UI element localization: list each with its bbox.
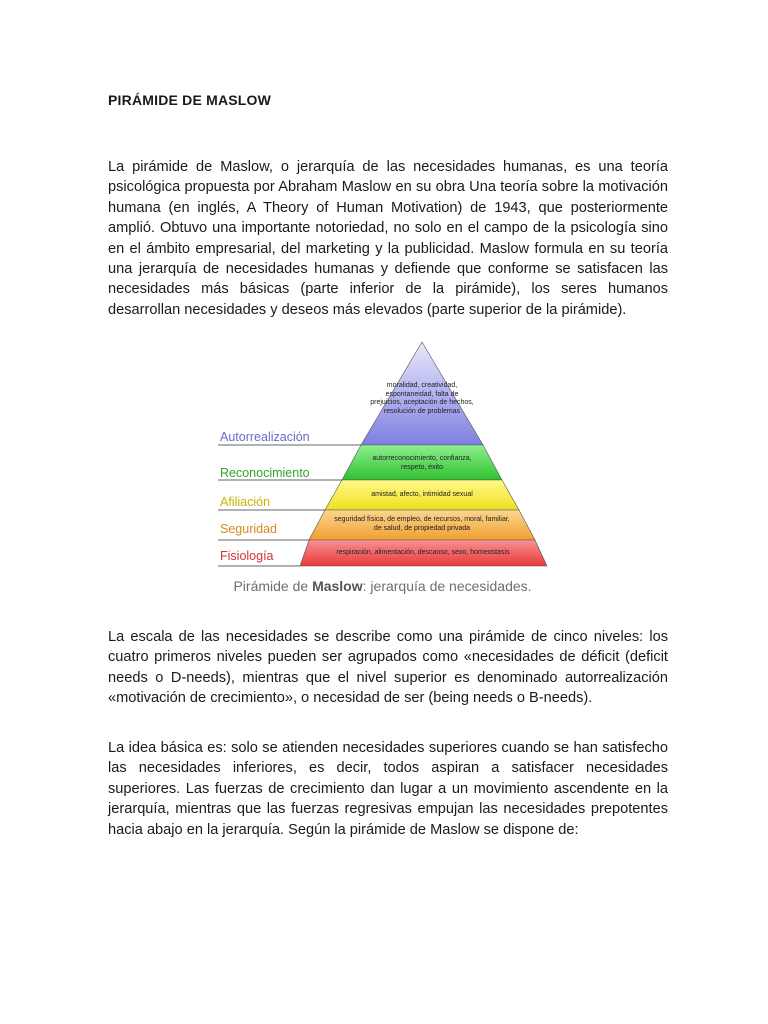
level-label-fisiologia: Fisiología: [220, 549, 274, 563]
level-label-reconocimiento: Reconocimiento: [220, 466, 310, 480]
caption-prefix: Pirámide de: [233, 578, 313, 594]
tier-text-seguridad: seguridad física, de empleo, de recursos, moral, familiar, de salud, de propiedad privada: [334, 516, 510, 532]
page-title: PIRÁMIDE DE MASLOW: [108, 92, 272, 108]
tier-text-autorrealizacion: moralidad, creatividad, espontaneidad, falta de prejuicios, aceptación de hechos, resolución de problemas: [370, 382, 474, 415]
figure-caption: [210, 578, 555, 594]
level-label-afiliacion: Afiliación: [220, 495, 271, 509]
tier-text-fisiologia: respiración, alimentación, descanso, sexo, homeostasis: [336, 549, 510, 556]
level-label-autorrealizacion: Autorrealización: [220, 430, 310, 444]
basic-idea-paragraph: La idea básica es: solo se atienden necesidades superiores cuando se han satisfecho las necesidades inferiores, es decir, todos aspiran a satisfacer necesidades superiores. Las fuerzas de crecimiento dan lugar a un movimiento ascendente en la jerarquía, mientras que las fuerzas regresivas empujan las necesidades prepotentes hacia abajo en la jerarquía. Según la pirámide de Maslow se dispone de:: [108, 740, 668, 838]
tier-text-afiliacion: amistad, afecto, intimidad sexual: [371, 491, 473, 498]
caption-suffix: : jerarquía de necesidades.: [362, 578, 532, 594]
tier-text-reconocimiento: autorreconocimiento, confianza, respeto, éxito: [372, 455, 472, 471]
levels-paragraph: La escala de las necesidades se describe como una pirámide de cinco niveles: los cuatro primeros niveles pueden ser agrupados como «necesidades de déficit (deficit needs o D-needs), mientras que el nivel superior es denominado autorrealización «motivación de crecimiento», o necesidad de ser (being needs o B-needs).: [108, 629, 668, 707]
caption-bold: Maslow: [312, 578, 363, 594]
intro-paragraph: La pirámide de Maslow, o jerarquía de las necesidades humanas, es una teoría psicológica propuesta por Abraham Maslow en su obra Una teoría sobre la motivación humana (en inglés, A Theory of Human Motivation) de 1943, que posteriormente amplió. Obtuvo una importante notoriedad, no solo en el campo de la psicología sino en el ámbito empresarial, del marketing y la publicidad. Maslow formula en su teoría una jerarquía de necesidades humanas y defiende que conforme se satisfacen las necesidades más básicas (parte inferior de la pirámide), los seres humanos desarrollan necesidades y deseos más elevados (parte superior de la pirámide).: [108, 159, 668, 318]
level-label-seguridad: Seguridad: [220, 522, 277, 536]
maslow-pyramid-figure: [210, 338, 555, 598]
